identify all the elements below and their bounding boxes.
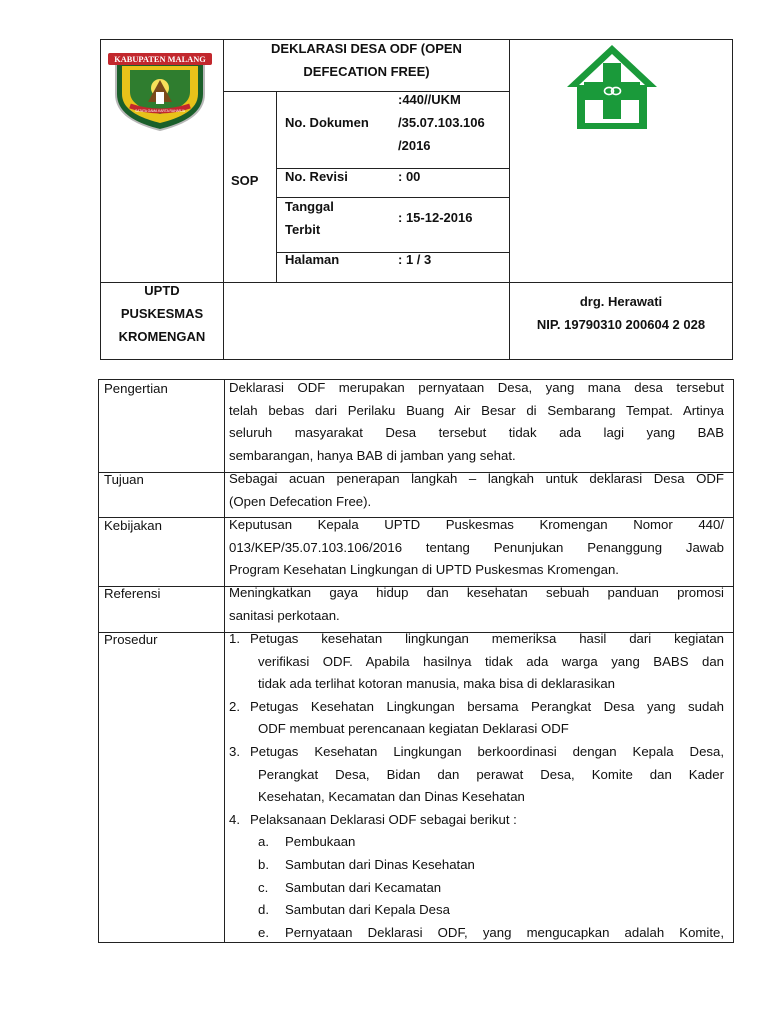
step-text: Petugas Kesehatan Lingkungan berkoordinasi dengan Kepala Desa,	[250, 744, 724, 759]
title-line: DEKLARASI DESA ODF (OPEN	[271, 41, 462, 56]
step-number: 4.	[229, 811, 240, 827]
step-text: tidak ada terlihat kotoran manusia, maka bisa di deklarasikan	[258, 676, 615, 692]
sop-header-table	[100, 39, 733, 360]
kabupaten-malang-logo	[108, 52, 212, 132]
logo-ribbon-text: SATATA GAMA KARTA RAHARJA	[135, 109, 185, 113]
signer-block	[510, 290, 732, 336]
value-line: /35.07.103.106	[398, 115, 485, 130]
field-value-tanggal-terbit: : 15-12-2016	[398, 210, 473, 225]
field-label-no-dokumen: No. Dokumen	[285, 115, 369, 130]
field-label-tanggal-terbit	[285, 195, 334, 241]
org-line: KROMENGAN	[118, 329, 206, 344]
organization-name	[100, 279, 224, 348]
org-line: UPTD	[144, 283, 180, 298]
step-text: Kesehatan, Kecamatan dan Dinas Kesehatan	[258, 789, 525, 805]
section-text-pengertian: seluruh masyarakat Desa tersebut tidak ada lagi yang BAB	[229, 425, 724, 441]
org-line: PUSKESMAS	[120, 306, 204, 321]
value-line: /2016	[398, 138, 431, 153]
section-text-kebijakan: 013/KEP/35.07.103.106/2016 tentang Penunjukan Penanggung Jawab	[229, 539, 724, 555]
label-line: Tanggal	[285, 199, 334, 214]
section-label-prosedur: Prosedur	[104, 632, 158, 647]
sub-step-letter: b.	[258, 857, 269, 872]
sub-step-text: Sambutan dari Dinas Kesehatan	[285, 857, 475, 872]
border-line	[732, 39, 733, 360]
sub-step-text: Sambutan dari Kecamatan	[285, 879, 442, 895]
section-label-kebijakan: Kebijakan	[104, 518, 162, 533]
step-number: 2.	[229, 698, 240, 714]
section-text-tujuan: Sebagai acuan penerapan langkah – langkah untuk deklarasi Desa ODF	[229, 471, 724, 486]
border-line	[98, 379, 99, 943]
section-text-tujuan: (Open Defecation Free).	[229, 493, 372, 509]
sub-step-letter: a.	[258, 834, 269, 850]
step-text: Petugas kesehatan lingkungan memeriksa hasil dari kegiatan	[250, 631, 724, 646]
field-label-no-revisi: No. Revisi	[285, 169, 348, 184]
step-text: verifikasi ODF. Apabila hasilnya tidak ada warga yang BABS dan	[258, 653, 724, 669]
document-title	[224, 37, 509, 83]
step-text: ODF membuat perencanaan kegiatan Deklarasi ODF	[258, 721, 569, 737]
section-text-pengertian: telah bebas dari Perilaku Buang Air Besar di Sembarang Tempat. Artinya	[229, 402, 724, 418]
signer-name: drg. Herawati	[579, 294, 663, 309]
section-text-kebijakan: Keputusan Kepala UPTD Puskesmas Kromengan Nomor 440/	[229, 517, 724, 532]
border-line	[276, 91, 277, 283]
section-text-pengertian: sembarangan, hanya BAB di jamban yang sehat.	[229, 447, 516, 463]
sub-step-text: Sambutan dari Kepala Desa	[285, 902, 450, 918]
border-line	[224, 379, 225, 943]
step-text: Petugas Kesehatan Lingkungan bersama Perangkat Desa yang sudah	[250, 698, 724, 714]
sop-content-table	[98, 379, 734, 943]
step-number: 3.	[229, 744, 240, 759]
field-value-no-revisi: : 00	[398, 169, 421, 184]
label-line: Terbit	[285, 222, 321, 237]
section-label-referensi: Referensi	[104, 586, 161, 601]
puskesmas-green-cross-logo	[565, 43, 659, 137]
section-text-referensi: sanitasi perkotaan.	[229, 607, 340, 623]
border-line	[733, 379, 734, 943]
signer-nip: NIP. 19790310 200604 2 028	[536, 317, 706, 332]
sop-label: SOP	[231, 173, 259, 188]
section-text-pengertian: Deklarasi ODF merupakan pernyataan Desa, yang mana desa tersebut	[229, 380, 724, 395]
sub-step-text: Pembukaan	[285, 834, 356, 850]
field-label-halaman: Halaman	[285, 252, 340, 267]
section-text-referensi: Meningkatkan gaya hidup dan kesehatan sebuah panduan promosi	[229, 585, 724, 600]
title-line: DEFECATION FREE)	[303, 64, 430, 79]
sub-step-letter: d.	[258, 902, 269, 918]
step-text: Pelaksanaan Deklarasi ODF sebagai berikut :	[250, 811, 517, 827]
value-line: :440//UKM	[398, 92, 461, 107]
section-text-kebijakan: Program Kesehatan Lingkungan di UPTD Puskesmas Kromengan.	[229, 562, 619, 578]
logo-banner-text: KABUPATEN MALANG	[114, 55, 206, 64]
step-text: Perangkat Desa, Bidan dan perawat Desa, Komite dan Kader	[258, 766, 724, 782]
step-number: 1.	[229, 631, 240, 646]
field-value-no-dokumen	[398, 88, 485, 157]
field-value-halaman: : 1 / 3	[398, 252, 432, 267]
sub-step-letter: c.	[258, 879, 269, 895]
sub-step-text: Pernyataan Deklarasi ODF, yang mengucapkan adalah Komite,	[285, 924, 724, 940]
section-label-pengertian: Pengertian	[104, 381, 168, 396]
sub-step-letter: e.	[258, 924, 269, 940]
border-line	[100, 359, 733, 360]
section-label-tujuan: Tujuan	[104, 472, 144, 487]
